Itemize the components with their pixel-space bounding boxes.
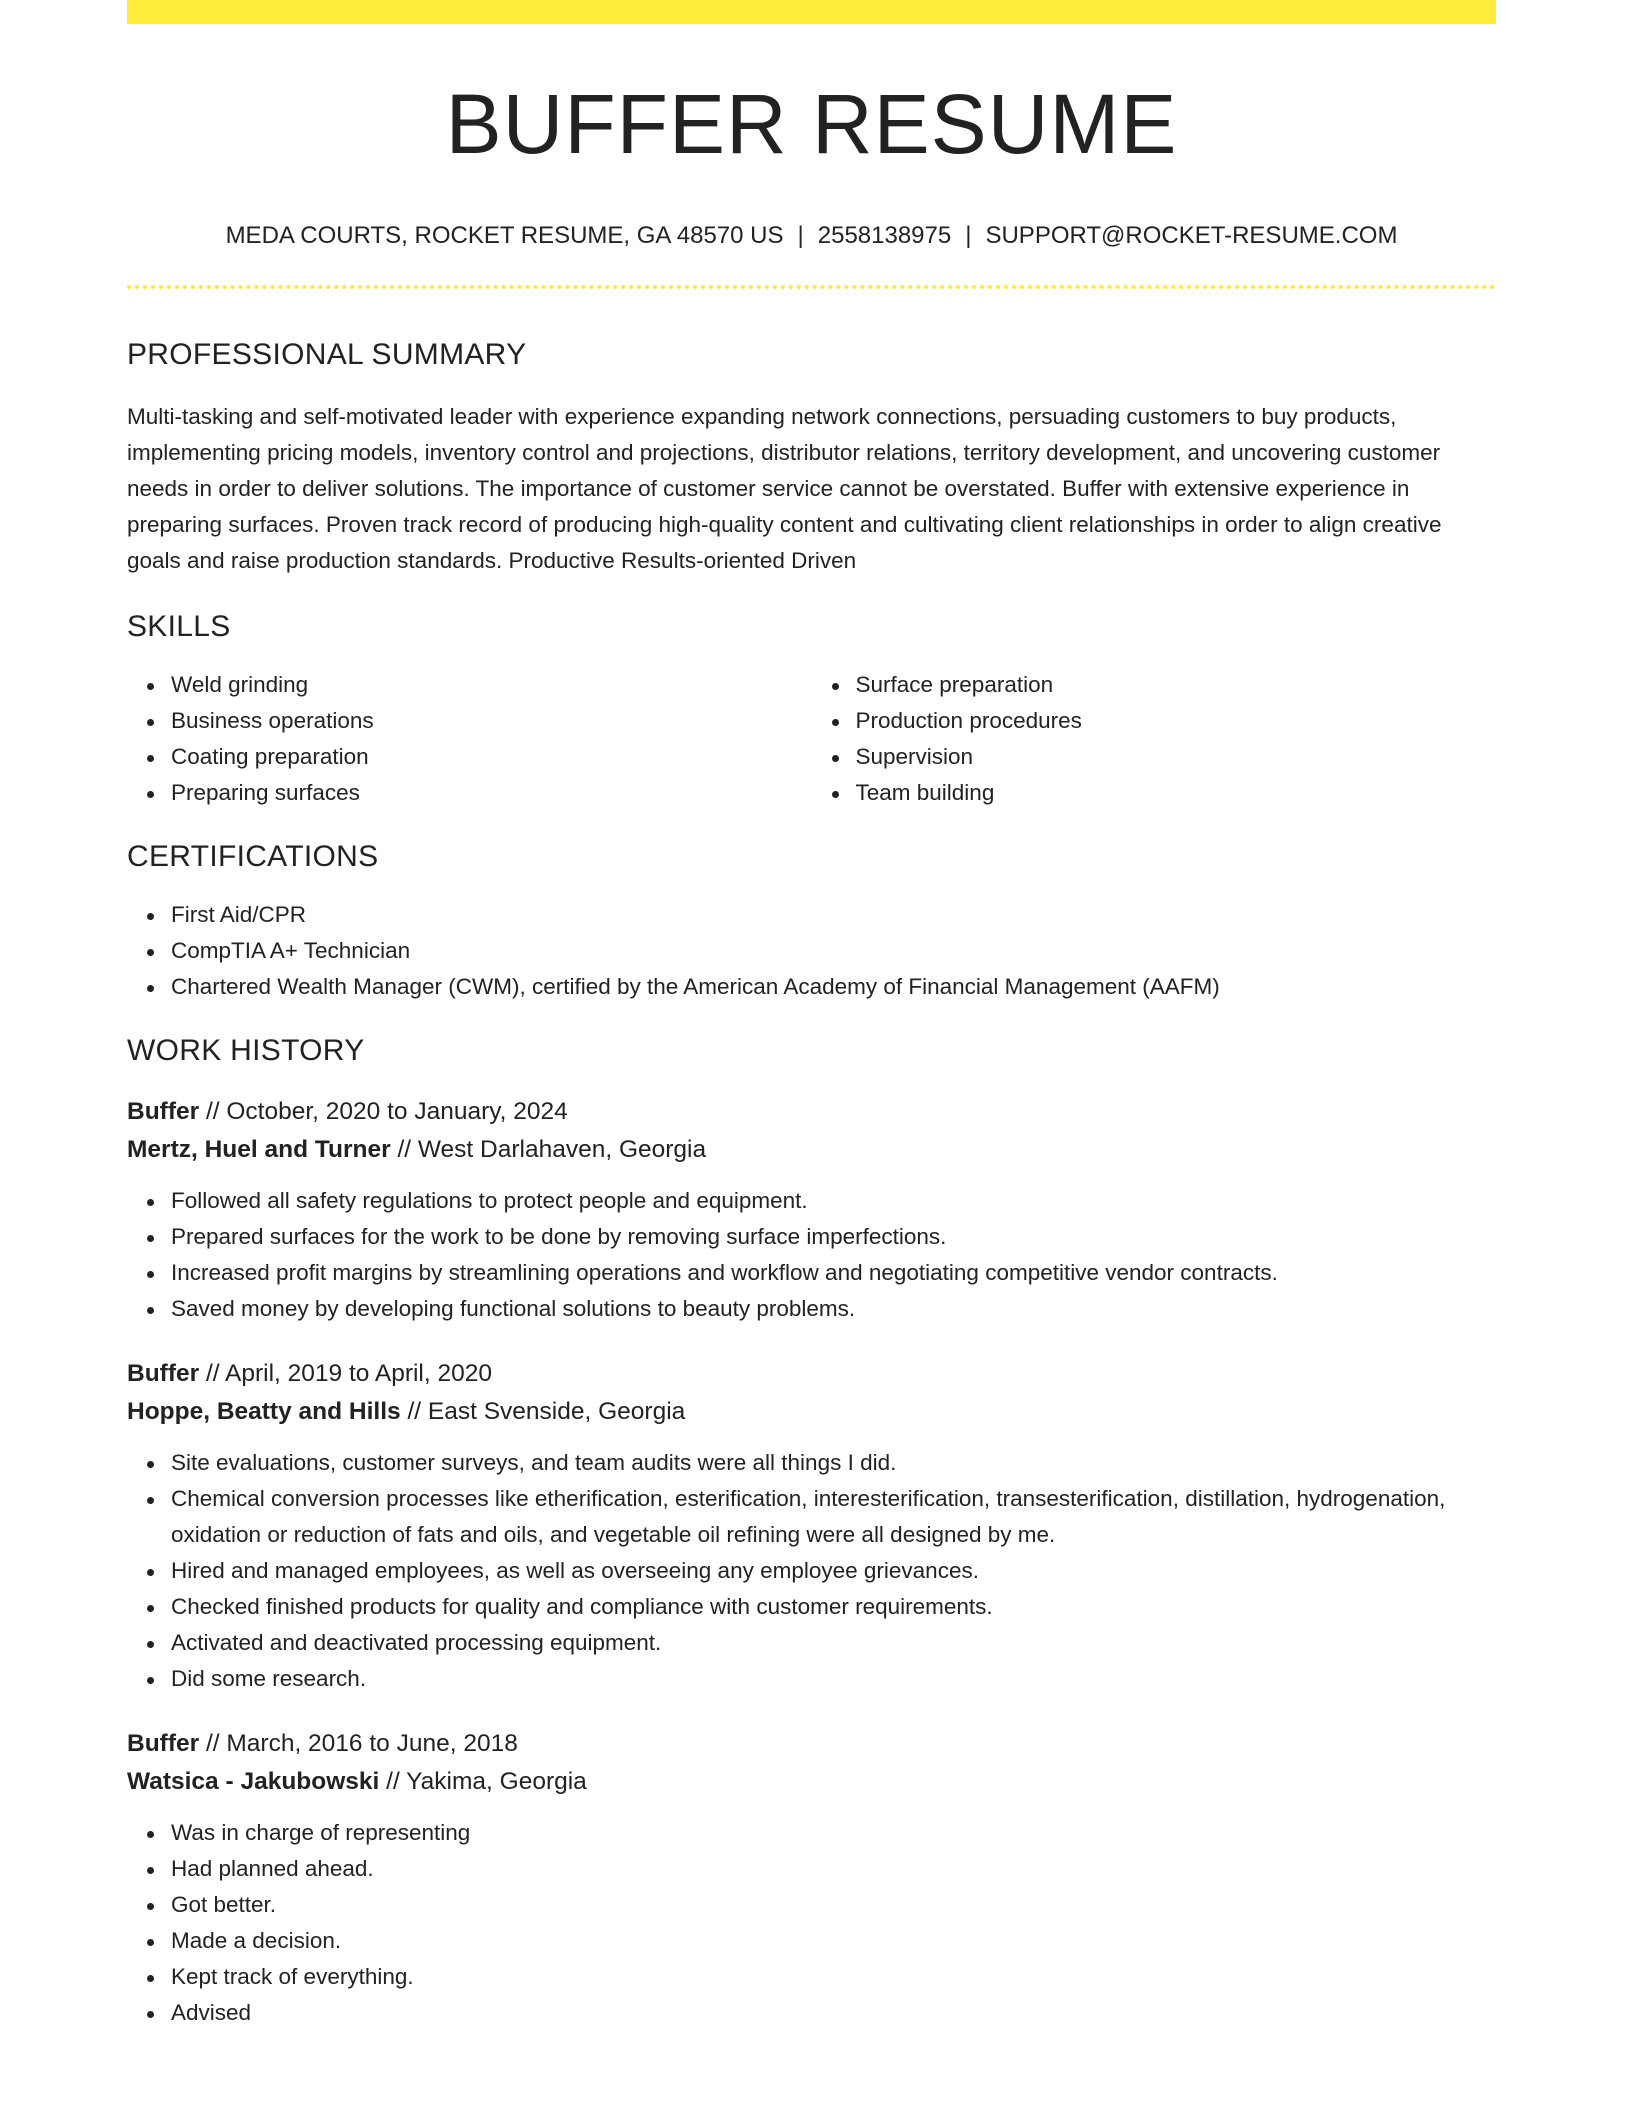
summary-text: Multi-tasking and self-motivated leader with experience expanding network connections, persuading customers to buy products, implementing pricing models, inventory control and projections, distributor relations, territory development, and uncovering customer needs in order to deliver solutions. The importance of customer service cannot be overstated. Buffer with extensive experience in preparing surfaces. Proven track record of producing high-quality content and cultivating client relationships in order to align creative goals and raise production standards. Productive Results-oriented Driven	[127, 403, 1442, 573]
skill-item: Supervision	[856, 739, 1497, 775]
job-separator: //	[390, 1135, 418, 1163]
job-bullets	[127, 1815, 1496, 2031]
job-role: Buffer	[127, 1359, 200, 1387]
job-bullet: Was in charge of representing	[171, 1815, 1496, 1851]
certifications-list	[127, 897, 1496, 1005]
job-bullet: Followed all safety regulations to protect people and equipment.	[171, 1183, 1496, 1219]
certification-item: CompTIA A+ Technician	[171, 933, 1496, 969]
job-bullet: Increased profit margins by streamlining operations and workflow and negotiating competitive vendor contracts.	[171, 1255, 1496, 1291]
professional-summary-section	[127, 337, 1496, 579]
contact-separator: |	[965, 222, 972, 249]
job-company: Hoppe, Beatty and Hills	[127, 1397, 401, 1425]
job-company: Watsica - Jakubowski	[127, 1767, 380, 1795]
job-entry	[127, 1093, 1496, 1327]
certification-item: First Aid/CPR	[171, 897, 1496, 933]
skill-item: Business operations	[171, 703, 812, 739]
job-bullet: Site evaluations, customer surveys, and team audits were all things I did.	[171, 1445, 1496, 1481]
job-company-line	[127, 1131, 1496, 1169]
work-history-section	[127, 1033, 1496, 2031]
job-bullet: Saved money by developing functional solutions to beauty problems.	[171, 1291, 1496, 1327]
job-company: Mertz, Huel and Turner	[127, 1135, 391, 1163]
skill-item: Team building	[856, 775, 1497, 811]
job-company-line	[127, 1763, 1496, 1801]
certification-item: Chartered Wealth Manager (CWM), certified by the American Academy of Financial Management (AAFM)	[171, 969, 1496, 1005]
job-location: West Darlahaven, Georgia	[417, 1135, 707, 1163]
job-title-line	[127, 1355, 1496, 1393]
skills-grid	[127, 667, 1496, 811]
job-bullet: Made a decision.	[171, 1923, 1496, 1959]
job-dates: October, 2020 to January, 2024	[226, 1097, 568, 1125]
job-separator: //	[199, 1359, 226, 1387]
top-accent-bar	[127, 0, 1496, 24]
job-bullet: Did some research.	[171, 1661, 1496, 1697]
skill-item: Preparing surfaces	[171, 775, 812, 811]
contact-email: SUPPORT@ROCKET-RESUME.COM	[985, 222, 1398, 249]
job-dates: March, 2016 to June, 2018	[226, 1729, 518, 1757]
job-separator: //	[400, 1397, 428, 1425]
job-bullets	[127, 1183, 1496, 1327]
contact-separator: |	[797, 222, 804, 249]
job-role: Buffer	[127, 1729, 200, 1757]
skill-item: Production procedures	[856, 703, 1497, 739]
contact-line	[127, 222, 1496, 251]
job-bullet: Got better.	[171, 1887, 1496, 1923]
contact-address: MEDA COURTS, ROCKET RESUME, GA 48570 US	[225, 222, 784, 249]
job-bullet: Activated and deactivated processing equipment.	[171, 1625, 1496, 1661]
job-bullets	[127, 1445, 1496, 1697]
resume-page	[127, 0, 1496, 2031]
job-bullet: Advised	[171, 1995, 1496, 2031]
job-bullet: Checked finished products for quality and compliance with customer requirements.	[171, 1589, 1496, 1625]
certifications-heading: CERTIFICATIONS	[127, 839, 379, 873]
job-bullet: Hired and managed employees, as well as overseeing any employee grievances.	[171, 1553, 1496, 1589]
skills-heading: SKILLS	[127, 609, 231, 643]
summary-heading: PROFESSIONAL SUMMARY	[127, 337, 527, 371]
contact-phone: 2558138975	[817, 222, 952, 249]
skills-left-list	[127, 667, 812, 811]
job-dates: April, 2019 to April, 2020	[225, 1359, 492, 1387]
skill-item: Surface preparation	[856, 667, 1497, 703]
job-company-line	[127, 1393, 1496, 1431]
job-bullet: Chemical conversion processes like etherification, esterification, interesterification, transesterification, distillation, hydrogenation, oxidation or reduction of fats and oils, and vegetable oil refining were all designed by me.	[171, 1481, 1496, 1553]
job-location: East Svenside, Georgia	[427, 1397, 686, 1425]
job-title-line	[127, 1725, 1496, 1763]
job-role: Buffer	[127, 1097, 200, 1125]
dotted-divider	[127, 285, 1496, 289]
job-entry	[127, 1355, 1496, 1697]
certifications-section	[127, 839, 1496, 1005]
skills-right-list	[812, 667, 1497, 811]
resume-name: BUFFER RESUME	[445, 77, 1178, 171]
job-entry	[127, 1725, 1496, 2031]
job-separator: //	[199, 1097, 227, 1125]
job-location: Yakima, Georgia	[406, 1767, 587, 1795]
skill-item: Weld grinding	[171, 667, 812, 703]
work-history-heading: WORK HISTORY	[127, 1033, 365, 1067]
skill-item: Coating preparation	[171, 739, 812, 775]
skills-section	[127, 609, 1496, 811]
job-separator: //	[199, 1729, 227, 1757]
job-bullet: Kept track of everything.	[171, 1959, 1496, 1995]
job-bullet: Had planned ahead.	[171, 1851, 1496, 1887]
job-bullet: Prepared surfaces for the work to be done by removing surface imperfections.	[171, 1219, 1496, 1255]
job-separator: //	[379, 1767, 407, 1795]
job-title-line	[127, 1093, 1496, 1131]
